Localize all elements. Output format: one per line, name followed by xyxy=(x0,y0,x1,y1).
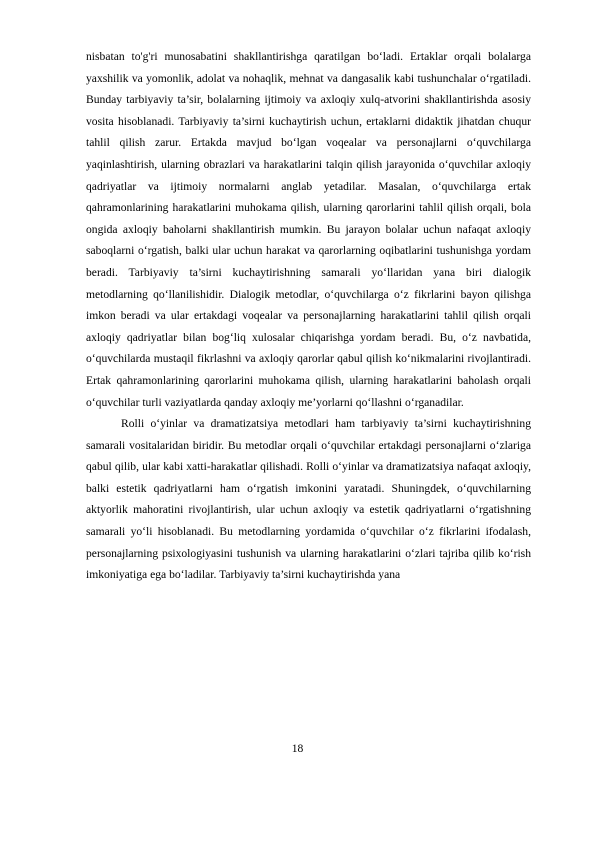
paragraph-2: Rolli o‘yinlar va dramatizatsiya metodlari ham tarbiyaviy ta’sirni kuchaytirishning samarali vositalaridan biridir. Bu metodlar orqali o‘quvchilar ertakdagi personajlarni o‘zlariga qabul qilib, ular kabi xatti-harakatlar qilishadi. Rolli o‘yinlar va dramatizatsiya nafaqat axloqiy, balki estetik qadriyatlarni ham o‘rgatish imkonini yaratadi. Shuningdek, o‘quvchilarning aktyorlik mahoratini rivojlantirish, ular uchun axloqiy va estetik qadriyatlarni o‘rgatishning samarali yo‘li hisoblanadi. Bu metodlarning yordamida o‘quvchilar o‘z fikrlarini ifodalash, personajlarning psixologiyasini tushunish va ularning harakatlarini o‘zlari tajriba qilib ko‘rish imkoniyatiga ega bo‘ladilar. Tarbiyaviy ta’sirni kuchaytirishda yana xyxy=(86,417,531,582)
body-text xyxy=(86,46,531,586)
paragraph-1: nisbatan to'g'ri munosabatini shakllantirishga qaratilgan bo‘ladi. Ertaklar orqali bolalarga yaxshilik va yomonlik, adolat va nohaqlik, mehnat va dangasalik kabi tushunchalar o‘rgatiladi. Bunday tarbiyaviy ta’sir, bolalarning ijtimoiy va axloqiy xulq-atvorini shakllantirishda asosiy vosita hisoblanadi. Tarbiyaviy ta’sirni kuchaytirish uchun, ertaklarni didaktik jihatdan chuqur tahlil qilish zarur. Ertakda mavjud bo‘lgan voqealar va personajlarni o‘quvchilarga yaqinlashtirish, ularning obrazlari va harakatlarini talqin qilish jarayonida o‘quvchilar axloqiy qadriyatlar va ijtimoiy normalarni anglab yetadilar. Masalan, o‘quvchilarga ertak qahramonlarining harakatlarini muhokama qilish, ularning qarorlarini tahlil qilish orqali, bola ongida axloqiy baholarni shakllantirish mumkin. Bu jarayon bolalar uchun nafaqat axloqiy saboqlarni o‘rgatish, balki ular uchun harakat va qarorlarning oqibatlarini tushunishga yordam beradi. Tarbiyaviy ta’sirni kuchaytirishning samarali yo‘llaridan yana biri dialogik metodlarning qo‘llanilishidir. Dialogik metodlar, o‘quvchilarga o‘z fikrlarini bayon qilishga imkon beradi va ular ertakdagi voqealar va personajlarning harakatlarini tahlil qilish orqali axloqiy qadriyatlar bilan bog‘liq xulosalar chiqarishga yordam beradi. Bu, o‘z navbatida, o‘quvchilarda mustaqil fikrlashni va axloqiy qarorlar qabul qilish ko‘nikmalarini rivojlantiradi. Ertak qahramonlarining qarorlarini muhokama qilish, ularning harakatlarini baholash orqali o‘quvchilar turli vaziyatlarda qanday axloqiy me’yorlarni qo‘llashni o‘rganadilar. xyxy=(86,50,531,409)
page-number: 18 xyxy=(291,742,304,755)
